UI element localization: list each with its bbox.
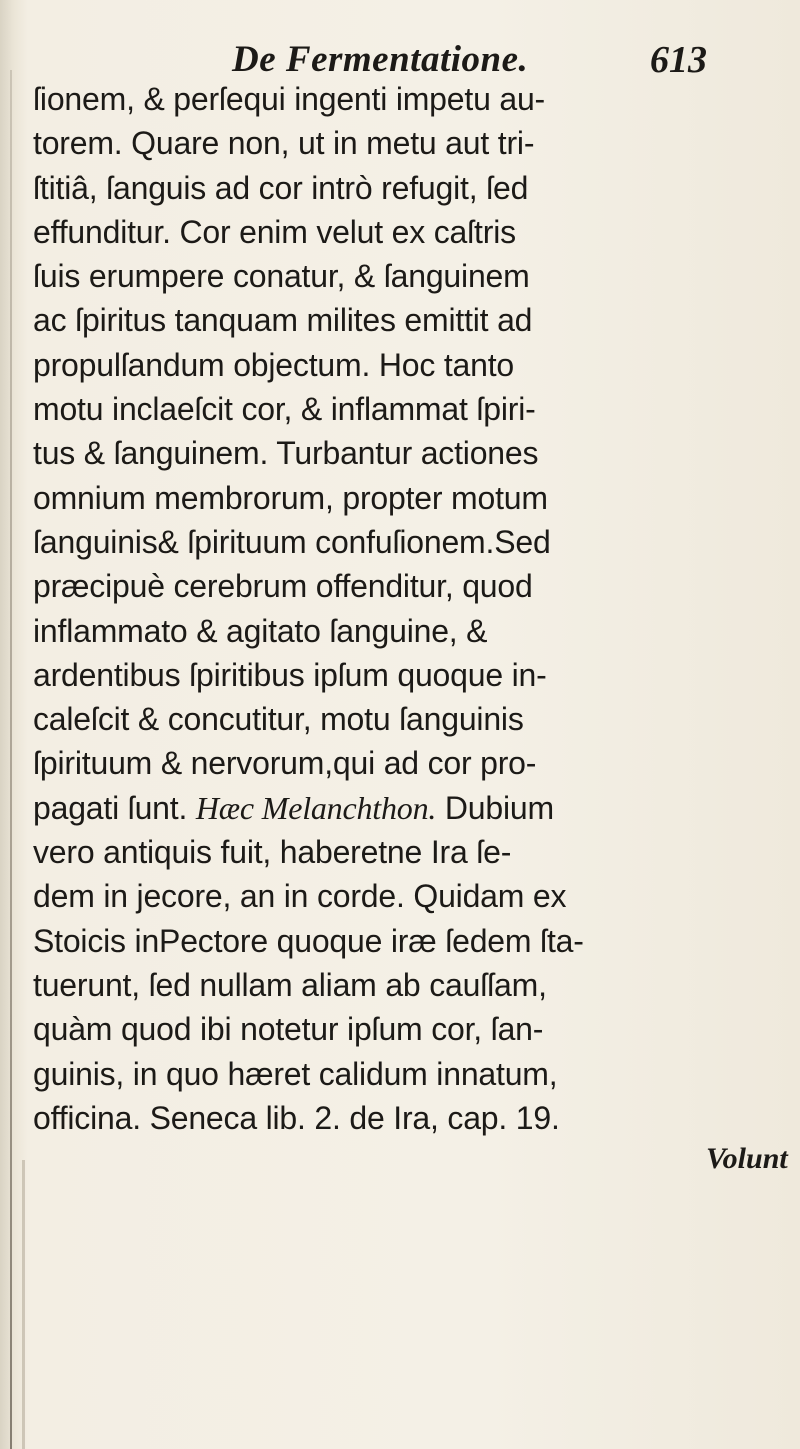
text-line: præcipuè cerebrum offenditur, quod: [33, 568, 533, 605]
text-segment: pagati ſunt.: [33, 789, 188, 826]
text-line: motu inclaeſcit cor, & inflammat ſpiri-: [33, 391, 536, 428]
gutter-shadow: [10, 70, 12, 1449]
catchword: Volunt: [706, 1142, 788, 1176]
text-line: guinis, in quo hæret calidum innatum,: [33, 1055, 558, 1092]
text-line: ſpirituum & nervorum,qui ad cor pro-: [33, 745, 537, 782]
italic-attribution: Hæc Melanchthon.: [195, 789, 437, 826]
page-number: 613: [650, 39, 707, 81]
text-line: propulſandum objectum. Hoc tanto: [33, 346, 514, 383]
text-line: ac ſpiritus tanquam milites emittit ad: [33, 302, 533, 339]
text-line-with-italic: [33, 786, 773, 830]
text-line: ſuis erumpere conatur, & ſanguinem: [33, 258, 530, 295]
text-line: Stoicis inPectore quoque iræ ſedem ſta-: [33, 922, 584, 959]
text-line: inflammato & agitato ſanguine, &: [33, 612, 488, 649]
text-line: ardentibus ſpiritibus ipſum quoque in-: [33, 656, 547, 693]
text-segment: Dubium: [436, 789, 554, 826]
text-line: torem. Quare non, ut in metu aut tri-: [33, 125, 535, 162]
gutter-shadow-lower: [22, 1160, 25, 1449]
text-line: caleſcit & concutitur, motu ſanguinis: [33, 701, 524, 738]
text-line: ſanguinis& ſpirituum confuſionem.Sed: [33, 523, 551, 560]
text-line: vero antiquis fuit, haberetne Ira ſe-: [33, 834, 512, 871]
text-line: quàm quod ibi notetur ipſum cor, ſan-: [33, 1011, 544, 1048]
text-line: ſtitiâ, ſanguis ad cor intrò refugit, ſed: [33, 169, 529, 206]
text-line: ſionem, & perſequi ingenti impetu au-: [33, 81, 546, 117]
text-line: dem in jecore, an in corde. Quidam ex: [33, 878, 567, 915]
text-line: officina. Seneca lib. 2. de Ira, cap. 19.: [33, 1099, 560, 1136]
text-line: effunditur. Cor enim velut ex caſtris: [33, 213, 516, 250]
running-title: De Fermentatione.: [232, 39, 529, 80]
body-text: [33, 77, 773, 1140]
text-line: tus & ſanguinem. Turbantur actiones: [33, 435, 539, 472]
text-line: tuerunt, ſed nullam aliam ab cauſſam,: [33, 966, 547, 1003]
text-line: omnium membrorum, propter motum: [33, 479, 548, 516]
